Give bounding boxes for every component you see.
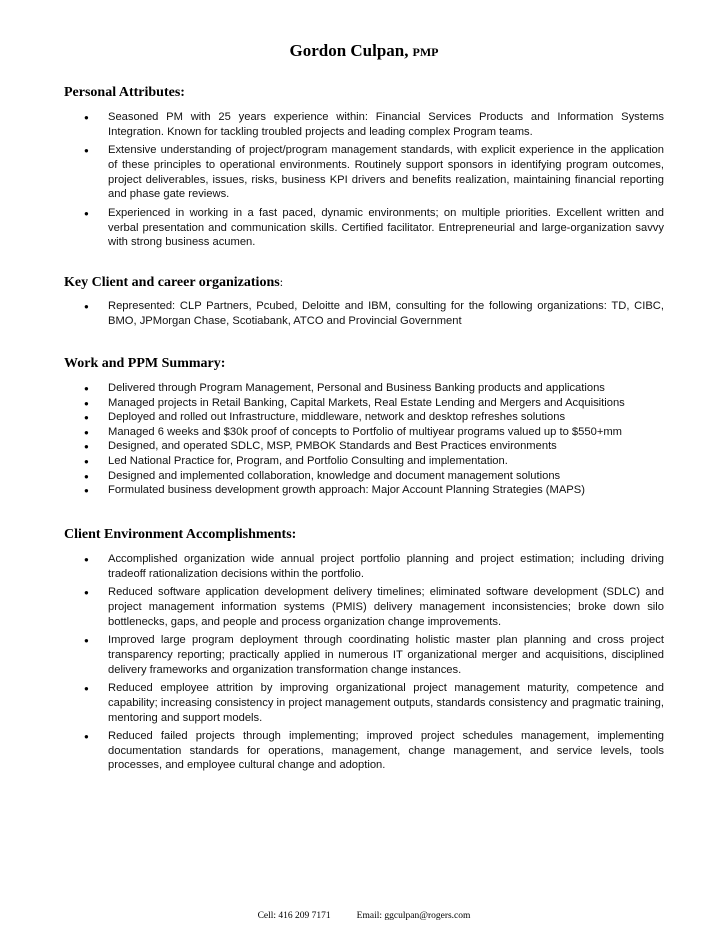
- section-heading-key-clients: [64, 275, 283, 291]
- contact-footer: [0, 911, 728, 921]
- section-heading-work-summary: [64, 356, 225, 372]
- list-item: ● Experienced in working in a fast paced, dynamic environments; on multiple priorities. Excellent written and verbal presentation and communication skills. Certified facilitator. Entrepreneurial and large-organization savvy with strong business acumen.: [64, 206, 664, 250]
- section-title: Client Environment Accomplishments:: [64, 527, 297, 542]
- list-item: ● Designed, and operated SDLC, MSP, PMBOK Standards and Best Practices environments: [64, 439, 664, 454]
- key-clients-list: [64, 299, 664, 332]
- list-item: ● Managed projects in Retail Banking, Capital Markets, Real Estate Lending and Mergers and Acquisitions: [64, 396, 664, 411]
- section-title: Key Client and career organizations: [64, 275, 280, 290]
- personal-attributes-list: [64, 110, 664, 254]
- list-item: ● Accomplished organization wide annual project portfolio planning and project estimation; including driving tradeoff rationalization decisions within the portfolio.: [64, 552, 664, 581]
- section-title-trail: :: [279, 275, 284, 289]
- list-item: ● Reduced failed projects through implementing; improved project schedules management, implementing documentation standards for operations, management, change management, and service levels, tools processes, and employee cultural change and adoption.: [64, 729, 664, 773]
- list-item: ● Deployed and rolled out Infrastructure, middleware, network and desktop refreshes solutions: [64, 410, 664, 425]
- section-heading-accomplishments: [64, 527, 296, 543]
- list-item: ● Reduced software application development delivery timelines; eliminated software development (SDLC) and project management information systems (PMIS) delivery management inconsistencies; broke down silo bottlenecks, gaps, and people and process organization change improvements.: [64, 585, 664, 629]
- list-item: ● Delivered through Program Management, Personal and Business Banking products and applications: [64, 381, 664, 396]
- list-item: ● Seasoned PM with 25 years experience within: Financial Services Products and Information Systems Integration. Known for tackling troubled projects and leading complex Program teams.: [64, 110, 664, 139]
- accomplishments-list: [64, 552, 664, 777]
- candidate-name: Gordon Culpan,: [289, 41, 409, 60]
- work-summary-list: [64, 381, 664, 498]
- section-title: Personal Attributes:: [64, 85, 185, 100]
- list-item: ● Extensive understanding of project/program management standards, with explicit experience in the application of these principles to operational environments. Routinely support sponsors in identifying program outcomes, project deliverables, issues, risks, business KPI drivers and benefits realization, maintaining financial reporting and phase gate reviews.: [64, 143, 664, 201]
- email-address: Email: ggculpan@rogers.com: [356, 911, 471, 921]
- list-item: ● Designed and implemented collaboration, knowledge and document management solutions: [64, 469, 664, 484]
- list-item: ● Managed 6 weeks and $30k proof of concepts to Portfolio of multiyear programs valued up to $550+mm: [64, 425, 664, 440]
- section-heading-personal-attributes: [64, 85, 185, 101]
- section-title: Work and PPM Summary:: [64, 356, 226, 371]
- list-item: ● Led National Practice for, Program, and Portfolio Consulting and implementation.: [64, 454, 664, 469]
- list-item: ● Represented: CLP Partners, Pcubed, Deloitte and IBM, consulting for the following organizations: TD, CIBC, BMO, JPMorgan Chase, Scotiabank, ATCO and Provincial Government: [64, 299, 664, 328]
- resume-header: [0, 41, 728, 61]
- list-item: ● Formulated business development growth approach: Major Account Planning Strategies (MAPS): [64, 483, 664, 498]
- list-item: ● Reduced employee attrition by improving organizational project management maturity, competence and capability; increasing consistency in project management outputs, standards consistency and pragmatic training, mentoring and support models.: [64, 681, 664, 725]
- cell-phone: Cell: 416 209 7171: [257, 911, 331, 921]
- candidate-credential: PMP: [412, 45, 439, 59]
- list-item: ● Improved large program deployment through coordinating holistic master plan planning and cross project transparency reporting; practically applied in numerous IT organizational merger and acquisitions, disciplined delivery frameworks and organization transformation change instances.: [64, 633, 664, 677]
